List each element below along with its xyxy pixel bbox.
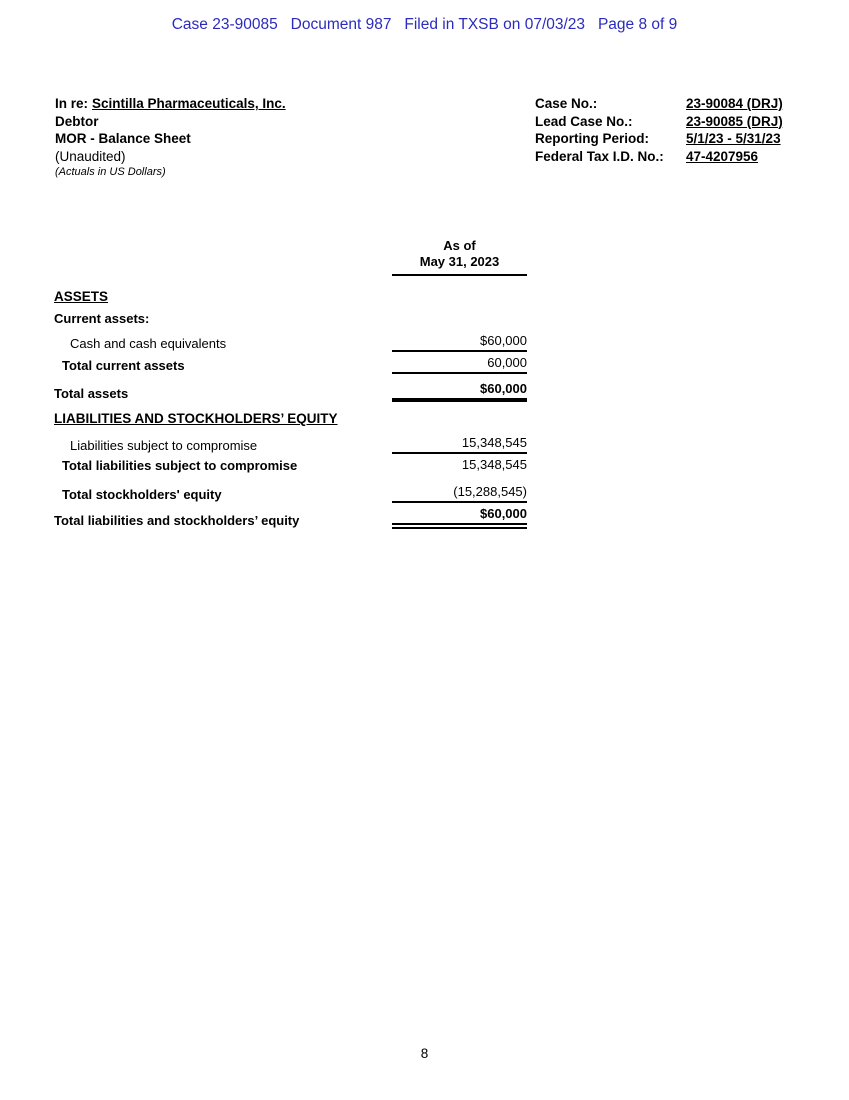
row-total-liabilities-and-stockholders-equity: [54, 505, 527, 529]
row-total-stockholders-equity: [54, 483, 527, 503]
row-value: $60,000: [392, 505, 527, 529]
row-total-assets: [54, 380, 527, 402]
row-label: Total liabilities subject to compromise: [62, 458, 298, 473]
row-total-current-assets: [54, 354, 527, 374]
filing-stamp: Case 23-90085 Document 987 Filed in TXSB on 07/03/23 Page 8 of 9: [171, 16, 678, 33]
column-header: [392, 238, 527, 276]
meta-label: Case No.:: [535, 96, 598, 111]
case-meta-block: [535, 95, 783, 165]
row-label: Liabilities subject to compromise: [70, 438, 258, 453]
row-label: Total liabilities and stockholders’ equity: [54, 513, 300, 528]
row-value: $60,000: [392, 332, 527, 352]
report-title: MOR - Balance Sheet: [55, 131, 191, 146]
row-cash-and-cash-equivalents: [54, 332, 527, 352]
page-number: 8: [420, 1046, 429, 1061]
unaudited-note: (Unaudited): [55, 148, 126, 164]
column-header-line1: As of: [443, 238, 476, 253]
meta-label: Lead Case No.:: [535, 113, 633, 129]
balance-sheet: [54, 238, 527, 529]
row-label: Total assets: [54, 386, 129, 401]
in-re-line: [55, 95, 286, 113]
meta-label: Reporting Period:: [535, 131, 649, 147]
current-assets-heading: Current assets:: [54, 311, 150, 326]
debtor-company-name: Scintilla Pharmaceuticals, Inc.: [92, 96, 286, 111]
column-header-line2: May 31, 2023: [419, 254, 500, 269]
meta-row-case-no: [535, 95, 783, 113]
actuals-note: (Actuals in US Dollars): [55, 166, 166, 178]
meta-value: 5/1/23 - 5/31/23: [686, 131, 781, 147]
debtor-label: Debtor: [55, 113, 99, 129]
row-value: (15,288,545): [392, 483, 527, 503]
row-label: Total current assets: [62, 358, 185, 373]
row-value: $60,000: [392, 380, 527, 402]
meta-row-lead-case-no: [535, 113, 783, 131]
meta-label: Federal Tax I.D. No.:: [535, 148, 664, 164]
debtor-header-block: [55, 95, 286, 180]
row-value: 60,000: [392, 354, 527, 374]
assets-section-title: ASSETS: [54, 289, 109, 304]
row-liabilities-subject-to-compromise: [54, 434, 527, 454]
row-value: 15,348,545: [392, 434, 527, 454]
meta-row-federal-tax-id: [535, 148, 783, 166]
row-label: Total stockholders' equity: [62, 487, 222, 502]
row-label: Cash and cash equivalents: [70, 336, 227, 351]
meta-value: 23-90084 (DRJ): [686, 96, 783, 111]
in-re-label: In re:: [55, 96, 89, 111]
meta-value: 23-90085 (DRJ): [686, 113, 783, 129]
row-value: 15,348,545: [461, 457, 527, 472]
row-total-liabilities-subject-to-compromise: [54, 456, 527, 474]
meta-value: 47-4207956: [686, 148, 759, 164]
meta-row-reporting-period: [535, 130, 783, 148]
liabilities-section-title: LIABILITIES AND STOCKHOLDERS’ EQUITY: [54, 411, 338, 426]
